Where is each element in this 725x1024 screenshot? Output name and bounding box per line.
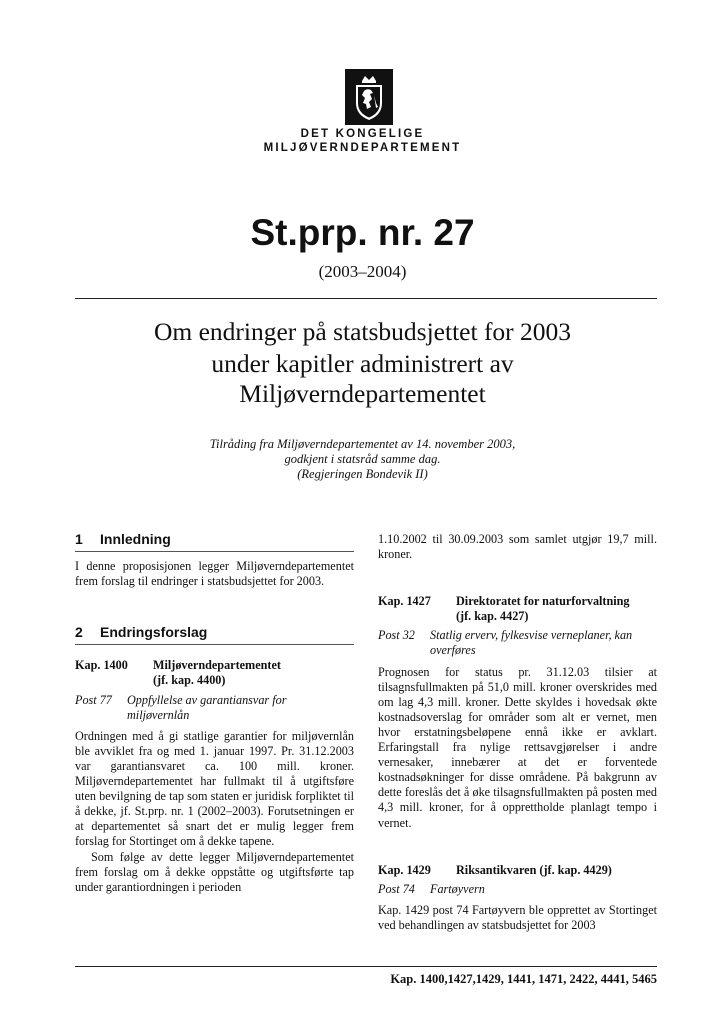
header-rule xyxy=(75,298,657,299)
post-32-line-2: overføres xyxy=(430,643,476,658)
kap-1400-paragraph-1: Ordningen med å gi statlige garantier for miljøvernlån ble avviklet fra og med 1. januar 1997. Pr. 31.12.2003 var garantiansvaret ca. 100 mill. kroner. Miljøverndepartementet har fullmakt til å utgiftsføre uten bevilgning de tap som staten er juridisk forpliktet til å dekke, jf. St.prp. nr. 1 (2002–2003). Forutsetningen er at departementet så snart det er mulig legger frem forslag for Stortinget om å dekke tapene. xyxy=(75,728,354,849)
kap-1400-name: Miljøverndepartementet xyxy=(153,658,281,673)
footer-rule xyxy=(75,966,657,967)
post-77-heading xyxy=(75,693,354,723)
post-74-number: Post 74 xyxy=(378,881,415,896)
post-32-title xyxy=(430,628,632,658)
kap-1400-number: Kap. 1400 xyxy=(75,658,128,673)
right-column xyxy=(378,532,657,933)
subtitle-line-2: godkjent i statsråd samme dag. xyxy=(284,452,441,466)
kap-1400-title xyxy=(153,658,281,688)
continued-paragraph: 1.10.2002 til 30.09.2003 som samlet utgjør 19,7 mill. kroner. xyxy=(378,532,657,562)
section-1-title: Innledning xyxy=(100,531,171,547)
section-1-number: 1 xyxy=(75,531,83,547)
section-2-heading xyxy=(75,625,354,640)
kap-1400-ref: (jf. kap. 4400) xyxy=(153,673,226,688)
ministry-name-line1: DET KONGELIGE xyxy=(300,128,425,140)
section-1-body: I denne proposisjonen legger Miljøverndepartementet frem forslag til endringer i statsbudsjettet for 2003. xyxy=(75,559,354,589)
post-74-heading xyxy=(378,882,657,897)
post-32-heading xyxy=(378,628,657,658)
post-77-number: Post 77 xyxy=(75,692,112,707)
kap-1429-name: Riksantikvaren (jf. kap. 4429) xyxy=(456,862,612,877)
kap-1429-paragraph: Kap. 1429 post 74 Fartøyvern ble opprettet av Stortinget ved behandlingen av statsbudsjettet for 2003 xyxy=(378,902,657,932)
section-1-heading xyxy=(75,532,354,547)
kap-1427-number: Kap. 1427 xyxy=(378,594,431,609)
kap-1427-ref: (jf. kap. 4427) xyxy=(456,609,529,624)
document-number: St.prp. nr. 27 xyxy=(250,212,475,253)
kap-1400-heading xyxy=(75,658,354,688)
post-74-name: Fartøyvern xyxy=(430,881,485,896)
kap-1427-heading xyxy=(378,594,657,624)
kap-1427-paragraph: Prognosen for status pr. 31.12.03 tilsier at tilsagnsfullmakten på 51,0 mill. kroner overskrides med om lag 4,3 mill. kroner. Dette skyldes i hovedsak økte kostnadsoverslag for områder som alt er vernet, men hvor erstatningsbeløpene ennå ikke er avklart. Erfaringstall fra nylige rettsavgjørelser i andre vernesaker, innebærer at det er forventede kostnadsøkninger for disse områdene. På bakgrunn av dette foreslås det å øke tilsagnsfullmakten på posten med 4,3 mill. kroner, for å opprettholde planlagt tempo i vernet. xyxy=(378,664,657,830)
post-32-line-1: Statlig erverv, fylkesvise verneplaner, kan xyxy=(430,628,633,643)
subtitle-line-1: Tilråding fra Miljøverndepartementet av 14. november 2003, xyxy=(209,437,516,451)
section-2-title: Endringsforslag xyxy=(100,624,208,641)
title-line-1: Om endringer på statsbudsjettet for 2003 xyxy=(153,317,572,346)
coat-of-arms-logo xyxy=(345,69,393,125)
title-line-2: under kapitler administrert av xyxy=(211,349,514,378)
post-77-line-2: miljøvernlån xyxy=(127,707,190,722)
session-year: (2003–2004) xyxy=(318,262,407,281)
kap-1427-title xyxy=(456,594,630,624)
kap-1400-paragraph-2: Som følge av dette legger Miljøverndepartementet frem forslag om å dekke oppståtte og utgiftsførte tap under garantiordningen i perioden xyxy=(75,849,354,894)
kap-1429-number: Kap. 1429 xyxy=(378,862,431,877)
section-2-number: 2 xyxy=(75,624,83,641)
post-77-line-1: Oppfyllelse av garantiansvar for xyxy=(127,692,287,707)
section-2-rule xyxy=(75,644,354,645)
ministry-name-line2: MILJØVERNDEPARTEMENT xyxy=(263,142,462,154)
post-32-number: Post 32 xyxy=(378,628,415,643)
title-line-3: Miljøverndepartementet xyxy=(239,379,486,408)
kap-1429-heading xyxy=(378,863,657,878)
subtitle-line-3: (Regjeringen Bondevik II) xyxy=(297,467,428,481)
footer-chapter-list: Kap. 1400,1427,1429, 1441, 1471, 2422, 4441, 5465 xyxy=(390,972,657,986)
section-1-rule xyxy=(75,551,354,552)
kap-1427-name: Direktoratet for naturforvaltning xyxy=(456,594,630,609)
post-77-title xyxy=(127,693,286,723)
left-column xyxy=(75,532,354,895)
